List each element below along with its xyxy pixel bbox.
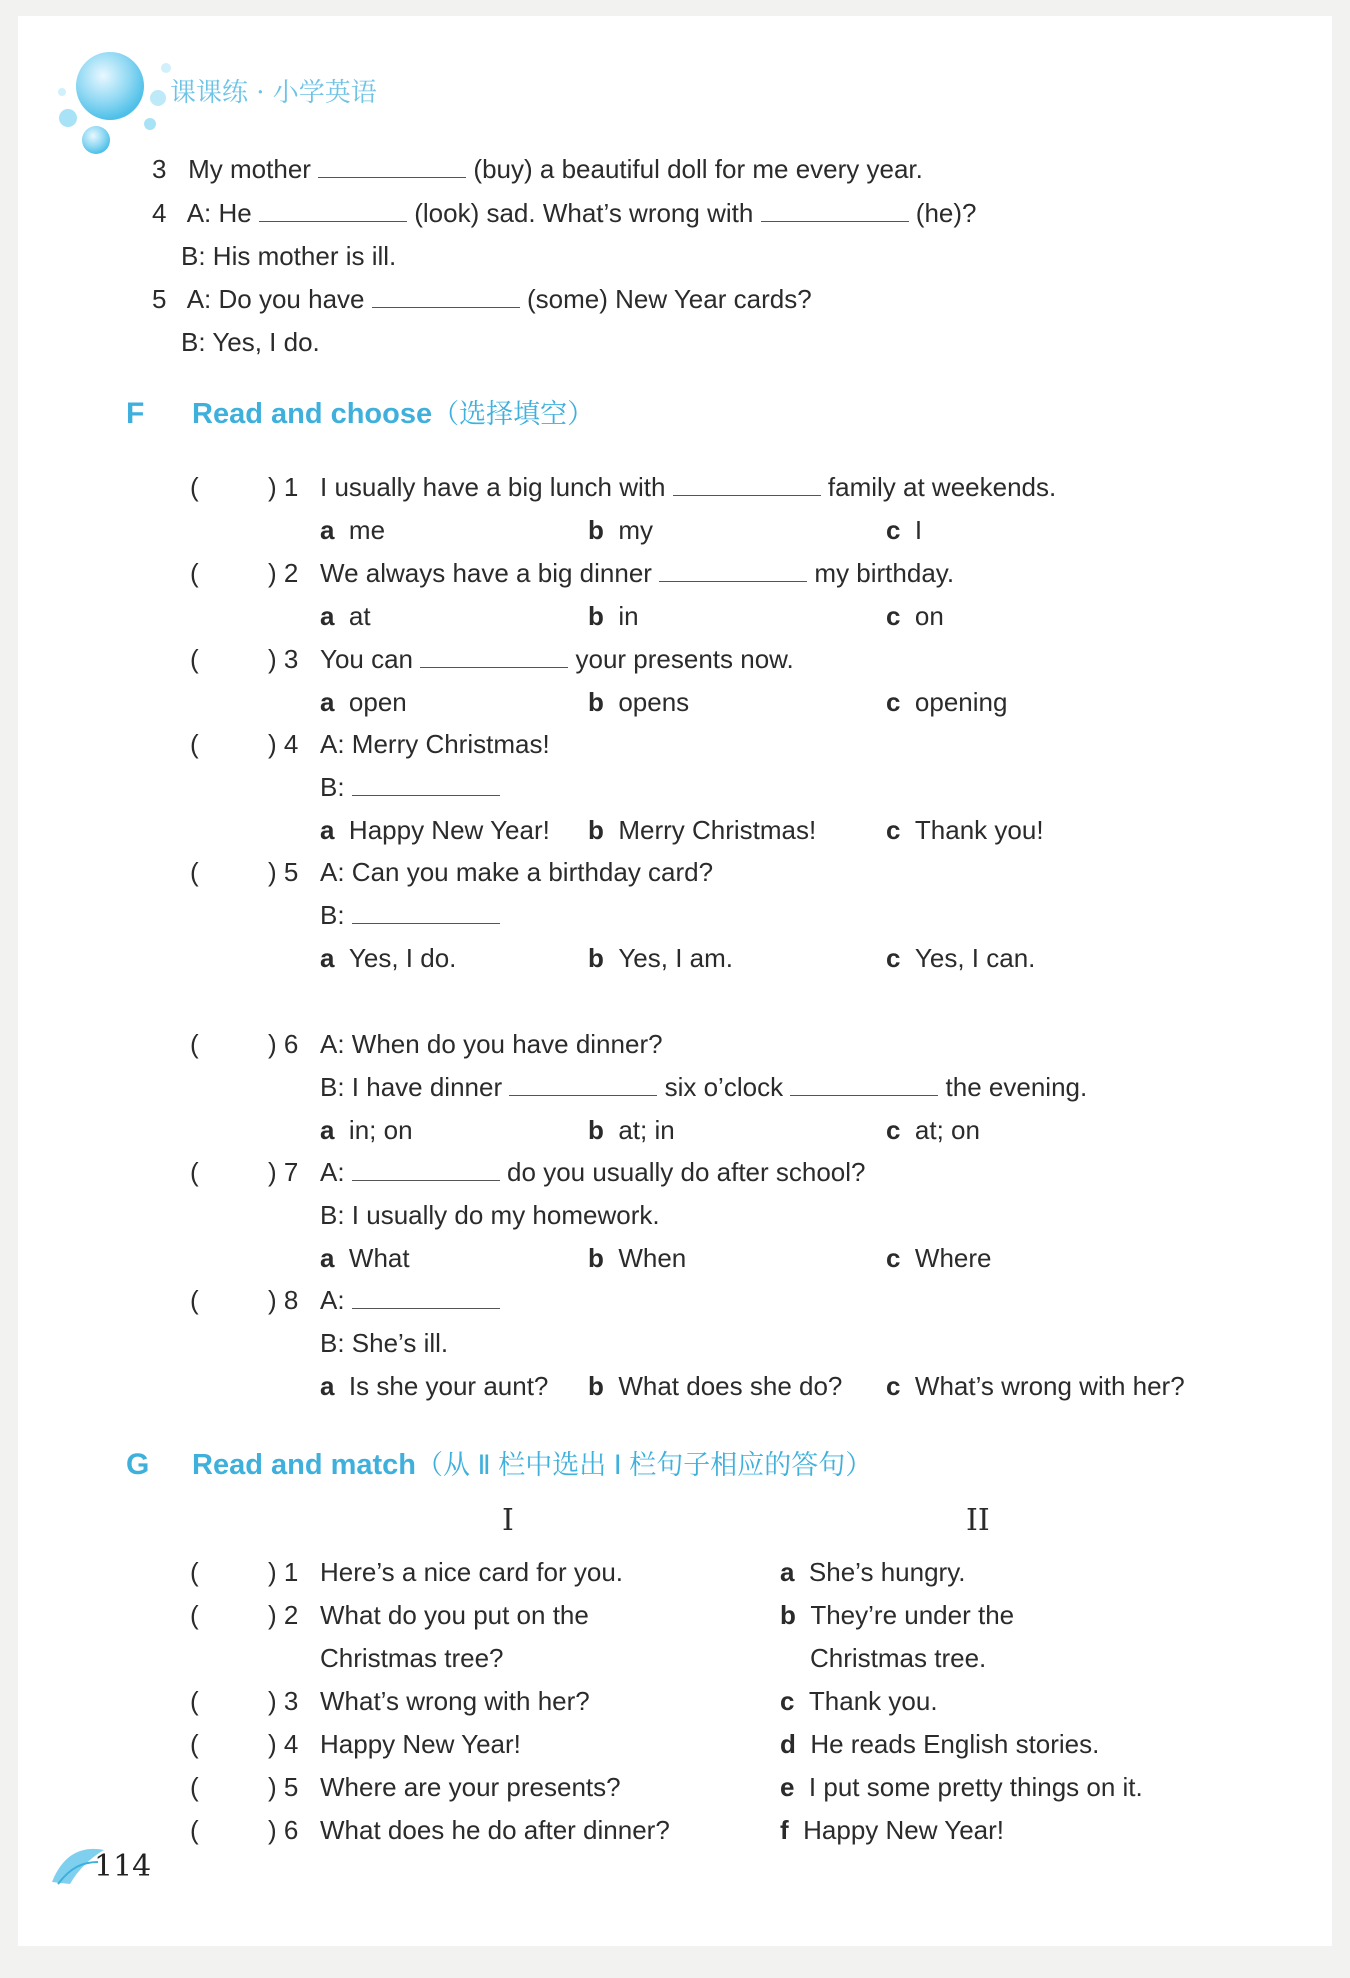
answer-bracket-open: ( bbox=[190, 558, 199, 588]
answer-bracket-open: ( bbox=[190, 1285, 199, 1315]
section-g-heading: Read and match（从 Ⅱ 栏中选出 Ⅰ 栏句子相应的答句） bbox=[192, 1449, 873, 1481]
option-c[interactable]: c on bbox=[886, 601, 944, 631]
answer-blank[interactable] bbox=[352, 1158, 500, 1181]
option-c[interactable]: c opening bbox=[886, 687, 1008, 717]
option-a[interactable]: a me bbox=[320, 515, 386, 545]
answer-blank[interactable] bbox=[420, 645, 568, 668]
question-stem: A: do you usually do after school? bbox=[320, 1157, 866, 1187]
section-f-letter: F bbox=[126, 397, 145, 430]
question-number: ) 6 bbox=[268, 1815, 299, 1845]
answer-bracket-open: ( bbox=[190, 472, 199, 502]
workbook-page bbox=[18, 16, 1332, 1946]
answer-blank[interactable] bbox=[659, 559, 807, 582]
answer-blank[interactable] bbox=[509, 1073, 657, 1096]
match-answer-cont: Christmas tree. bbox=[810, 1643, 987, 1673]
answer-blank[interactable] bbox=[352, 901, 500, 924]
match-prompt: Here’s a nice card for you. bbox=[320, 1557, 623, 1587]
answer-blank[interactable] bbox=[259, 199, 407, 222]
answer-bracket-open: ( bbox=[190, 857, 199, 887]
answer-bracket-open: ( bbox=[190, 644, 199, 674]
option-b[interactable]: b What does she do? bbox=[588, 1371, 843, 1401]
exercise-item: 4 A: He (look) sad. What’s wrong with (he)? bbox=[152, 198, 977, 228]
answer-blank[interactable] bbox=[352, 773, 500, 796]
question-number: ) 5 bbox=[268, 857, 299, 887]
match-answer: e I put some pretty things on it. bbox=[780, 1772, 1143, 1802]
question-number: ) 4 bbox=[268, 729, 299, 759]
question-stem: You can your presents now. bbox=[320, 644, 794, 674]
option-b[interactable]: b in bbox=[588, 601, 639, 631]
answer-blank[interactable] bbox=[372, 285, 520, 308]
match-prompt: Happy New Year! bbox=[320, 1729, 521, 1759]
answer-bracket-open: ( bbox=[190, 729, 199, 759]
answer-bracket-open: ( bbox=[190, 1029, 199, 1059]
response-line: B: I have dinner six o’clock the evening. bbox=[320, 1072, 1088, 1102]
header-title: 课课练 · 小学英语 bbox=[170, 78, 377, 108]
answer-blank[interactable] bbox=[352, 1286, 500, 1309]
option-c[interactable]: c Thank you! bbox=[886, 815, 1044, 845]
question-number: ) 8 bbox=[268, 1285, 299, 1315]
question-stem: We always have a big dinner my birthday. bbox=[320, 558, 955, 588]
question-number: ) 6 bbox=[268, 1029, 299, 1059]
answer-bracket-open: ( bbox=[190, 1815, 199, 1845]
option-b[interactable]: b Merry Christmas! bbox=[588, 815, 817, 845]
option-a[interactable]: a What bbox=[320, 1243, 410, 1273]
column-header-ii: II bbox=[966, 1503, 990, 1538]
question-number: ) 7 bbox=[268, 1157, 299, 1187]
option-a[interactable]: a Happy New Year! bbox=[320, 815, 550, 845]
question-number: ) 1 bbox=[268, 472, 299, 502]
question-stem: I usually have a big lunch with family at weekends. bbox=[320, 472, 1057, 502]
option-b[interactable]: b Yes, I am. bbox=[588, 943, 733, 973]
match-answer: f Happy New Year! bbox=[780, 1815, 1005, 1845]
match-answer: a She’s hungry. bbox=[780, 1557, 966, 1587]
question-stem: A: When do you have dinner? bbox=[320, 1029, 663, 1059]
response-line: B: I usually do my homework. bbox=[320, 1200, 660, 1230]
match-prompt-cont: Christmas tree? bbox=[320, 1643, 504, 1673]
question-number: ) 5 bbox=[268, 1772, 299, 1802]
question-number: ) 2 bbox=[268, 558, 299, 588]
option-b[interactable]: b my bbox=[588, 515, 654, 545]
answer-blank[interactable] bbox=[673, 473, 821, 496]
match-prompt: Where are your presents? bbox=[320, 1772, 621, 1802]
option-c[interactable]: c I bbox=[886, 515, 923, 545]
option-a[interactable]: a open bbox=[320, 687, 407, 717]
exercise-line: B: His mother is ill. bbox=[181, 241, 397, 271]
question-number: ) 1 bbox=[268, 1557, 299, 1587]
question-number: ) 3 bbox=[268, 1686, 299, 1716]
option-a[interactable]: a at bbox=[320, 601, 371, 631]
match-answer: b They’re under the bbox=[780, 1600, 1015, 1630]
match-answer: c Thank you. bbox=[780, 1686, 938, 1716]
page-number: 114 bbox=[94, 1849, 152, 1884]
response-line: B: bbox=[320, 900, 500, 930]
answer-blank[interactable] bbox=[318, 155, 466, 178]
question-stem: A: Can you make a birthday card? bbox=[320, 857, 714, 887]
response-line: B: She’s ill. bbox=[320, 1328, 449, 1358]
match-prompt: What does he do after dinner? bbox=[320, 1815, 670, 1845]
option-c[interactable]: c What’s wrong with her? bbox=[886, 1371, 1185, 1401]
answer-bracket-open: ( bbox=[190, 1600, 199, 1630]
option-c[interactable]: c Where bbox=[886, 1243, 992, 1273]
match-prompt: What’s wrong with her? bbox=[320, 1686, 590, 1716]
option-c[interactable]: c at; on bbox=[886, 1115, 980, 1145]
answer-bracket-open: ( bbox=[190, 1157, 199, 1187]
option-b[interactable]: b opens bbox=[588, 687, 690, 717]
answer-bracket-open: ( bbox=[190, 1557, 199, 1587]
section-g-letter: G bbox=[126, 1448, 150, 1481]
response-line: B: bbox=[320, 772, 500, 802]
question-stem: A: Merry Christmas! bbox=[320, 729, 550, 759]
answer-blank[interactable] bbox=[790, 1073, 938, 1096]
section-f-heading: Read and choose（选择填空） bbox=[192, 398, 595, 430]
option-a[interactable]: a in; on bbox=[320, 1115, 413, 1145]
answer-bracket-open: ( bbox=[190, 1772, 199, 1802]
exercise-item: 3 My mother (buy) a beautiful doll for me every year. bbox=[152, 154, 923, 184]
option-b[interactable]: b at; in bbox=[588, 1115, 675, 1145]
answer-blank[interactable] bbox=[761, 199, 909, 222]
question-number: ) 2 bbox=[268, 1600, 299, 1630]
question-number: ) 3 bbox=[268, 644, 299, 674]
option-a[interactable]: a Yes, I do. bbox=[320, 943, 457, 973]
answer-bracket-open: ( bbox=[190, 1729, 199, 1759]
question-stem: A: bbox=[320, 1285, 500, 1315]
option-a[interactable]: a Is she your aunt? bbox=[320, 1371, 549, 1401]
option-b[interactable]: b When bbox=[588, 1243, 687, 1273]
exercise-line: B: Yes, I do. bbox=[181, 327, 320, 357]
answer-bracket-open: ( bbox=[190, 1686, 199, 1716]
match-prompt: What do you put on the bbox=[320, 1600, 589, 1630]
match-answer: d He reads English stories. bbox=[780, 1729, 1100, 1759]
option-c[interactable]: c Yes, I can. bbox=[886, 943, 1036, 973]
question-number: ) 4 bbox=[268, 1729, 299, 1759]
column-header-i: I bbox=[502, 1503, 514, 1538]
exercise-item: 5 A: Do you have (some) New Year cards? bbox=[152, 284, 812, 314]
bubbles-decoration-icon bbox=[48, 46, 188, 156]
